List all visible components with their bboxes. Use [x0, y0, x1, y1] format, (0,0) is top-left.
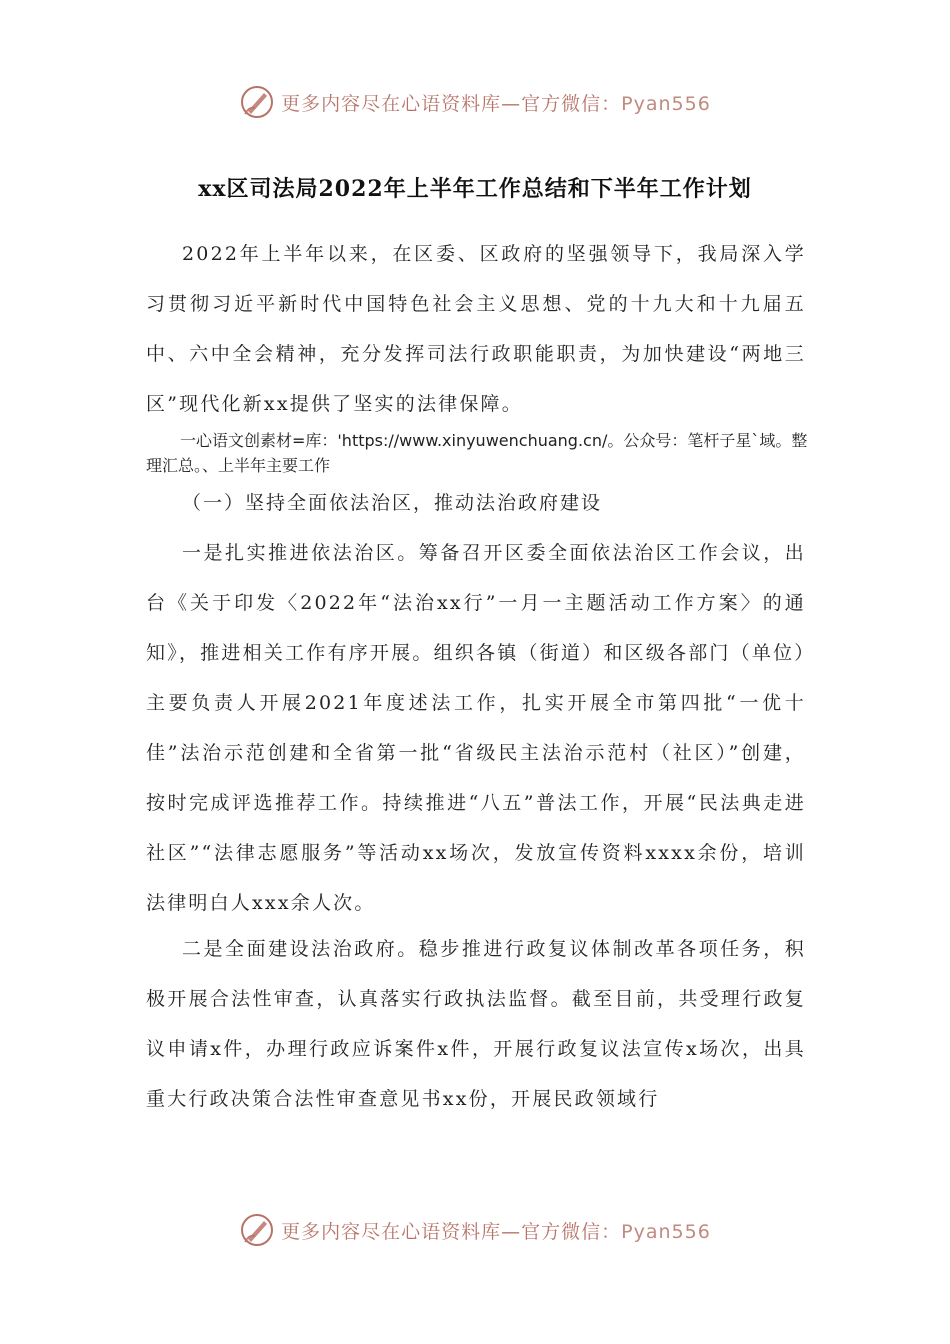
document-title: xx区司法局2022年上半年工作总结和下半年工作计划 [198, 176, 752, 202]
body-paragraph-1: 一是扎实推进依法治区。筹备召开区委全面依法治区工作会议，出台《关于印发〈2022年“法治xx行”一月一主题活动工作方案〉的通知》，推进相关工作有序开展。组织各镇（街道）和区级各部门（单位）主要负责人开展2021年度述法工作，扎实开展全市第四批“一优十佳”法治示范创建和全省第一批“省级民主法治示范村（社区）”创建，按时完成评选推荐工作。持续推进“八五”普法工作，开展“民法典走进社区”“法律志愿服务”等活动xx场次，发放宣传资料xxxx余份，培训法律明白人xxx余人次。 [146, 542, 806, 914]
body-paragraph-2: 二是全面建设法治政府。稳步推进行政复议体制改革各项任务，积极开展合法性审查，认真落实行政执法监督。截至目前，共受理行政复议申请x件，办理行政应诉案件x件，开展行政复议法宣传x场次，出具重大行政决策合法性审查意见书xx份，开展民政领域行 [146, 938, 806, 1110]
banner-handle: Pyan556 [621, 92, 711, 115]
footer-banner [0, 1210, 950, 1250]
banner-text: 更多内容尽在心语资料库—官方微信：Pyan556 [281, 1220, 711, 1243]
pen-logo-icon [239, 1212, 275, 1248]
banner-text: 更多内容尽在心语资料库—官方微信：Pyan556 [281, 92, 711, 115]
section-heading: （一）坚持全面依法治区，推动法治政府建设 [182, 492, 603, 514]
banner-handle: Pyan556 [621, 1220, 711, 1243]
header-banner [0, 82, 950, 122]
pen-logo-icon [239, 84, 275, 120]
intro-paragraph: 2022年上半年以来，在区委、区政府的坚强领导下，我局深入学习贯彻习近平新时代中国特色社会主义思想、党的十九大和十九届五中、六中全会精神，充分发挥司法行政职能职责，为加快建设“两地三区”现代化新xx提供了坚实的法律保障。 [146, 243, 806, 415]
source-note: 一心语文创素材=库：'https://www.xinyuwenchuang.cn/。公众号：笔杆子星`域。整理汇总。、上半年主要工作 [146, 431, 808, 475]
